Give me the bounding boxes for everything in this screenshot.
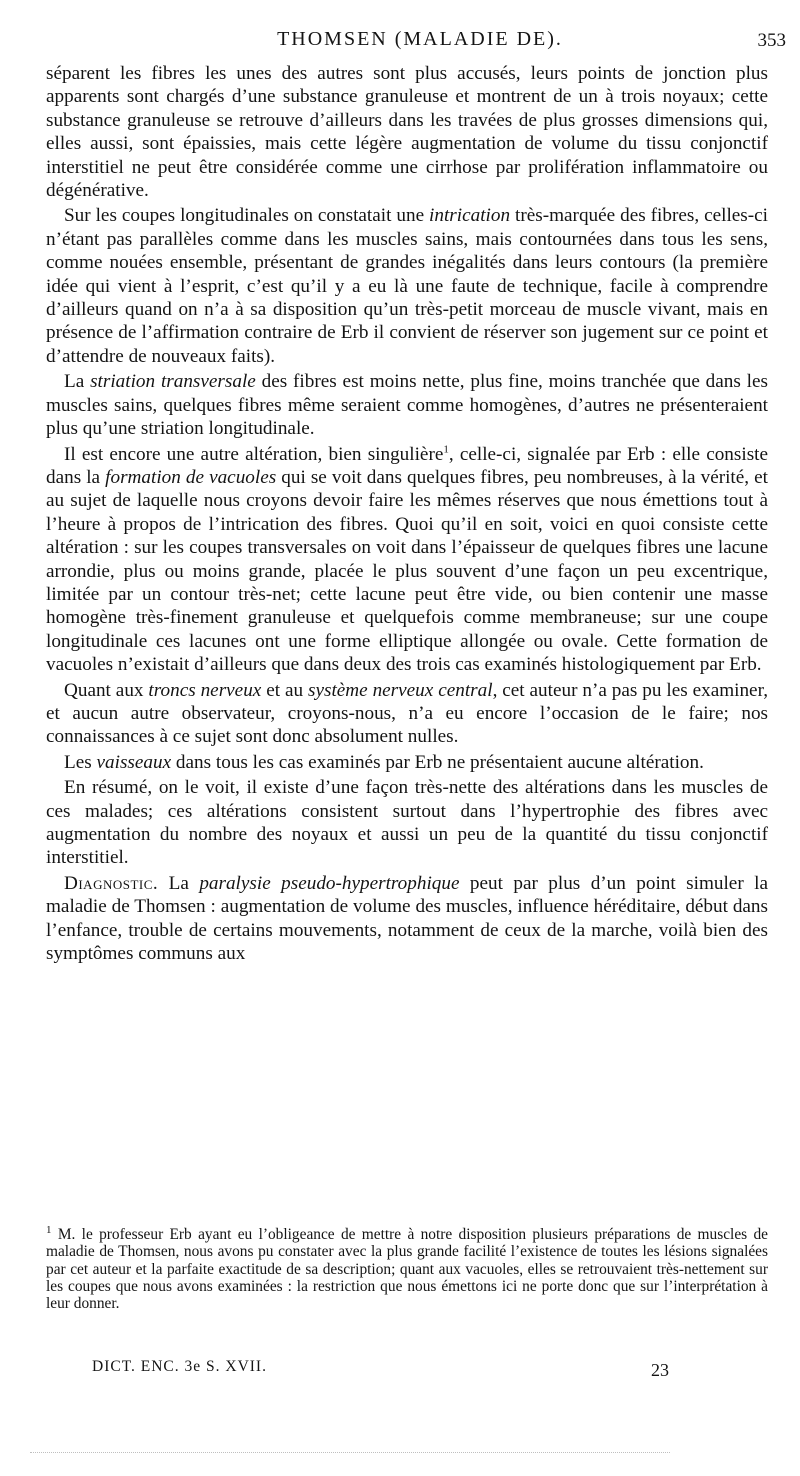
- italic-term: intrication: [429, 205, 511, 227]
- signature-line: DICT. ENC. 3e S. XVII.: [92, 1358, 267, 1375]
- italic-term: paralysie pseudo-hypertrophique: [199, 872, 460, 894]
- paragraph: [46, 872, 768, 966]
- italic-term: formation de vacuoles: [105, 466, 277, 488]
- text-run: des fibres est moins nette, plus fine, moins tranchée que dans les muscles sains, quelques fibres même seraient comme homogènes, d’autres ne présenteraient plus qu’une striation longitudinale.: [46, 371, 768, 440]
- italic-term: striation transversale: [90, 371, 256, 393]
- sheet-number: 23: [651, 1360, 669, 1380]
- page-header: [0, 28, 800, 58]
- footnote-marker: 1: [46, 1223, 52, 1236]
- paragraph: [46, 776, 768, 870]
- italic-term: système nerveux central: [308, 679, 493, 701]
- paragraph: [46, 679, 768, 749]
- paragraph: [46, 204, 768, 368]
- page-number: 353: [757, 30, 786, 51]
- italic-term: troncs nerveux: [148, 679, 262, 701]
- running-title: THOMSEN (MALADIE DE).: [277, 28, 563, 50]
- text-run: Sur les coupes longitudinales on constatait une: [64, 205, 430, 227]
- text-run: Il est encore une autre altération, bien singulière: [64, 443, 444, 465]
- paragraph: [46, 62, 768, 202]
- paragraph: [46, 370, 768, 440]
- text-run: Quant aux: [64, 679, 149, 701]
- footnote-ref: 1: [443, 443, 449, 456]
- text-run: La: [158, 872, 200, 894]
- paragraph: [46, 443, 768, 677]
- text-run: En résumé, on le voit, il existe d’une façon très-nette des altérations dans les muscles de ces malades; ces altérations consistent surtout dans l’hypertrophie des fibres avec augmentation du nombre des noyaux et aussi un peu de la quantité du tissu conjonctif interstitiel.: [46, 777, 768, 869]
- body-text: [46, 62, 768, 965]
- paragraph: [46, 751, 768, 774]
- footnote-text: M. le professeur Erb ayant eu l’obligeance de mettre à notre disposition plusieurs préparations de muscles de maladie de Thomsen, nous avons pu constater avec la plus grande facilité l’existence de toutes les lésions signalées par cet auteur et la parfaite exactitude de sa description; quant aux vacuoles, elles se retrouvaient très-nettement sur les coupes que nous avons examinées : la restriction que nous émettons ici ne porte donc que sur l’interprétation à leur donner.: [46, 1226, 768, 1313]
- text-run: La: [64, 371, 91, 393]
- text-run: , cet auteur n’a pas pu les examiner, et aucun autre observateur, croyons-nous, n’a eu encore l’occasion de le faire; nos connaissances à ce sujet sont donc absolument nulles.: [46, 679, 768, 748]
- text-run: et au: [261, 679, 308, 701]
- text-run: , celle-ci, signalée par Erb : elle consiste dans la: [46, 443, 769, 488]
- footnote: [46, 1223, 768, 1313]
- bottom-scan-artifact: [30, 1452, 670, 1454]
- text-run: qui se voit dans quelques fibres, peu nombreuses, à la vérité, et au sujet de laquelle nous croyons devoir faire les mêmes réserves que nous émettions tout à l’heure à propos de l’intrication des fibres. Quoi qu’il en soit, voici en quoi consiste cette altération : sur les coupes transversales on voit dans l’épaisseur de quelques fibres une lacune arrondie, plus ou moins grande, placée le plus souvent d’une façon un peu excentrique, limitée par un contour très-net; cette lacune peut être vide, ou bien contenir une masse homogène très-finement granuleuse et quelquefois comme membraneuse; sur une coupe longitudinale ces lacunes ont une forme elliptique allongée ou ovale. Cette formation de vacuoles n’existait d’ailleurs que dans deux des trois cas examinés histologiquement par Erb.: [46, 466, 768, 676]
- text-run: peut par plus d’un point simuler la maladie de Thomsen : augmentation de volume des muscles, influence héréditaire, début dans l’enfance, trouble de certains mouvements, notamment de ceux de la marche, voilà bien des symptômes communs aux: [46, 872, 768, 965]
- text-run: séparent les fibres les unes des autres sont plus accusés, leurs points de jonction plus apparents sont chargés d’une substance granuleuse et montrent de un à trois noyaux; cette substance granuleuse se retrouve d’ailleurs dans les travées de plus grosses dimensions qui, elles aussi, sont épaissies, mais cette légère augmentation de volume du tissu conjonctif interstitiel ne peut être considérée comme une cirrhose par prolifération inflammatoire ou dégénérative.: [46, 63, 768, 202]
- text-run: dans tous les cas examinés par Erb ne présentaient aucune altération.: [171, 751, 704, 773]
- text-run: Les: [64, 751, 97, 773]
- section-heading: Diagnostic.: [64, 872, 159, 894]
- text-run: très-marquée des fibres, celles-ci n’étant pas parallèles comme dans les muscles sains, mais contournées dans tous les sens, comme nouées ensemble, présentant de grandes inégalités dans leurs contours (la première idée qui vient à l’esprit, c’est qu’il y a eu là une faute de technique, facile à comprendre d’ailleurs quand on n’a à sa disposition qu’un très-petit morceau de muscle vivant, mais en présence de l’affirmation contraire de Erb il convient de réserver son jugement sur ce point et d’attendre de nouveaux faits).: [46, 205, 768, 367]
- italic-term: vaisseaux: [96, 751, 172, 773]
